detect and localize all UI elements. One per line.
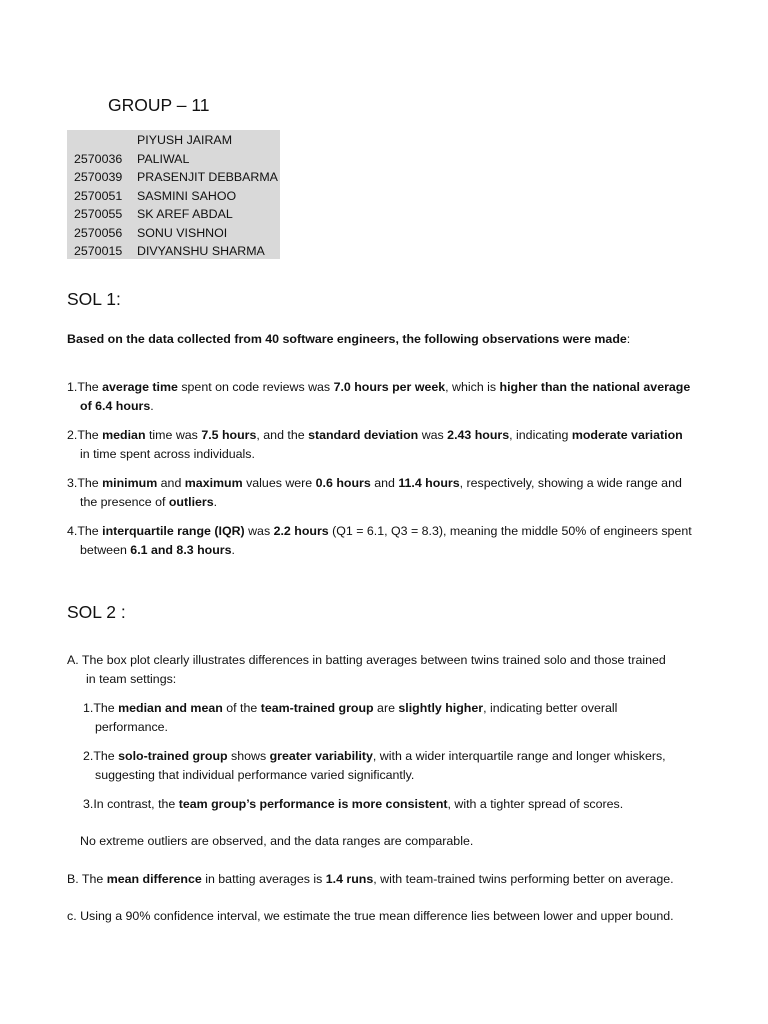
text-run: . <box>231 543 235 557</box>
text-run: , with team-trained twins performing better on average. <box>373 872 674 886</box>
bold-text: greater variability <box>269 749 373 763</box>
text-run: 3.The <box>67 476 103 490</box>
sol2-a-note <box>80 832 473 851</box>
text-run: are <box>373 701 399 715</box>
sol1-intro-bold: Based on the data collected from 40 software engineers, the following observations were made <box>67 332 627 346</box>
text-run: , and the <box>256 428 309 442</box>
sol1-item-4-line <box>67 522 692 541</box>
bold-text: outliers <box>168 495 214 509</box>
sol1-item-3-line <box>80 493 217 512</box>
bold-text: interquartile range (IQR) <box>102 524 245 538</box>
text-run: . <box>213 495 218 509</box>
member-name: SK AREF ABDAL <box>137 207 233 221</box>
sol2-a-intro-line <box>67 651 666 670</box>
text-run: shows <box>227 749 270 763</box>
sol2-a-item-1-line <box>95 718 168 737</box>
bold-text: standard deviation <box>308 428 419 442</box>
bold-text: of 6.4 hours <box>80 399 151 413</box>
member-row <box>67 168 280 186</box>
member-id: 2570051 <box>74 188 123 203</box>
text-run: and <box>370 476 399 490</box>
text-run: , respectively, showing a wide range and <box>459 476 682 490</box>
text-run: values were <box>242 476 316 490</box>
sol2-a-item-1-line <box>83 699 617 718</box>
text-run: in team settings: <box>86 672 177 686</box>
text-run: 2.The <box>83 749 119 763</box>
text-run: . <box>150 399 154 413</box>
bold-text: 0.6 hours <box>315 476 371 490</box>
sol1-item-1-line <box>67 378 690 397</box>
bold-text: solo-trained group <box>118 749 228 763</box>
text-run: , with a tighter spread of scores. <box>447 797 624 811</box>
member-row <box>67 150 280 168</box>
bold-text: slightly higher <box>398 701 484 715</box>
text-run: 1.The <box>67 380 103 394</box>
text-run: 1.The <box>83 701 119 715</box>
bold-text: 2.43 hours <box>447 428 510 442</box>
member-name: PRASENJIT DEBBARMA <box>137 170 278 184</box>
text-run: B. The <box>67 872 107 886</box>
text-run: in batting averages is <box>201 872 326 886</box>
text-run: 3.In contrast, the <box>83 797 179 811</box>
member-row <box>67 131 280 149</box>
sol1-intro <box>67 330 630 349</box>
text-run: No extreme outliers are observed, and the data ranges are comparable. <box>80 834 474 848</box>
bold-text: mean difference <box>106 872 202 886</box>
text-run: spent on code reviews was <box>177 380 334 394</box>
bold-text: 2.2 hours <box>273 524 329 538</box>
bold-text: higher than the national average <box>499 380 691 394</box>
bold-text: median and mean <box>118 701 223 715</box>
text-run: between <box>80 543 131 557</box>
bold-text: team group’s performance is more consistent <box>178 797 448 811</box>
text-run: was <box>418 428 448 442</box>
member-name: SASMINI SAHOO <box>137 188 237 203</box>
sol1-item-4-line <box>80 541 235 560</box>
member-name: SONU VISHNOI <box>137 225 228 240</box>
text-run: A. The box plot clearly illustrates differences in batting averages between twins trained solo and those trained <box>67 653 666 667</box>
bold-text: 6.1 and 8.3 hours <box>130 543 232 557</box>
text-run: of the <box>222 701 261 715</box>
bold-text: median <box>102 428 146 442</box>
member-row <box>67 205 280 223</box>
member-name: PALIWAL <box>137 151 190 166</box>
bold-text: maximum <box>184 476 243 490</box>
sol1-item-3-line <box>67 474 682 493</box>
text-run: , with a wider interquartile range and longer whiskers, <box>372 749 666 763</box>
bold-text: 11.4 hours <box>398 476 460 490</box>
text-run: c. Using a 90% confidence interval, we estimate the true mean difference lies between lower and upper bound. <box>67 909 674 923</box>
bold-text: 7.5 hours <box>201 428 257 442</box>
sol2-c <box>67 907 674 926</box>
member-id: 2570039 <box>74 170 123 184</box>
sol1-item-2-line <box>80 445 255 464</box>
text-run: 2.The <box>67 428 103 442</box>
bold-text: minimum <box>102 476 158 490</box>
text-run: (Q1 = 6.1, Q3 = 8.3), meaning the middle 50% of engineers spent <box>328 524 692 538</box>
bold-text: 1.4 runs <box>325 872 374 886</box>
member-name: PIYUSH JAIRAM <box>137 133 233 147</box>
member-name: DIVYANSHU SHARMA <box>137 244 265 258</box>
text-run: 4.The <box>67 524 103 538</box>
members-table <box>67 130 280 259</box>
sol2-a-intro-line <box>86 670 176 689</box>
member-row <box>67 242 280 260</box>
member-id: 2570036 <box>74 151 123 166</box>
text-run: suggesting that individual performance varied significantly. <box>95 768 415 782</box>
sol2-a-item-3-line <box>83 795 623 814</box>
text-run: in time spent across individuals. <box>80 447 255 461</box>
text-run: and <box>157 476 185 490</box>
member-row <box>67 187 280 205</box>
member-row <box>67 224 280 242</box>
group-title: GROUP – 11 <box>108 95 210 115</box>
sol1-item-1-line <box>80 397 154 416</box>
bold-text: team-trained group <box>260 701 374 715</box>
sol2-a-item-2-line <box>83 747 666 766</box>
text-run: , indicating <box>509 428 572 442</box>
sol1-item-2-line <box>67 426 683 445</box>
member-id: 2570055 <box>74 207 123 221</box>
sol1-heading: SOL 1: <box>67 289 121 309</box>
sol2-heading: SOL 2 : <box>67 602 126 622</box>
text-run: time was <box>145 428 202 442</box>
text-run: , indicating better overall <box>483 701 618 715</box>
text-run: , which is <box>445 380 500 394</box>
text-run: performance. <box>95 720 169 734</box>
member-id: 2570015 <box>74 244 123 258</box>
bold-text: moderate variation <box>571 428 683 442</box>
sol2-a-item-2-line <box>95 766 414 785</box>
sol1-intro-rest: : <box>626 332 631 346</box>
bold-text: 7.0 hours per week <box>333 380 446 394</box>
text-run: the presence of <box>80 495 169 509</box>
sol2-b <box>67 870 674 889</box>
bold-text: average time <box>102 380 178 394</box>
member-id: 2570056 <box>74 225 123 240</box>
text-run: was <box>244 524 274 538</box>
